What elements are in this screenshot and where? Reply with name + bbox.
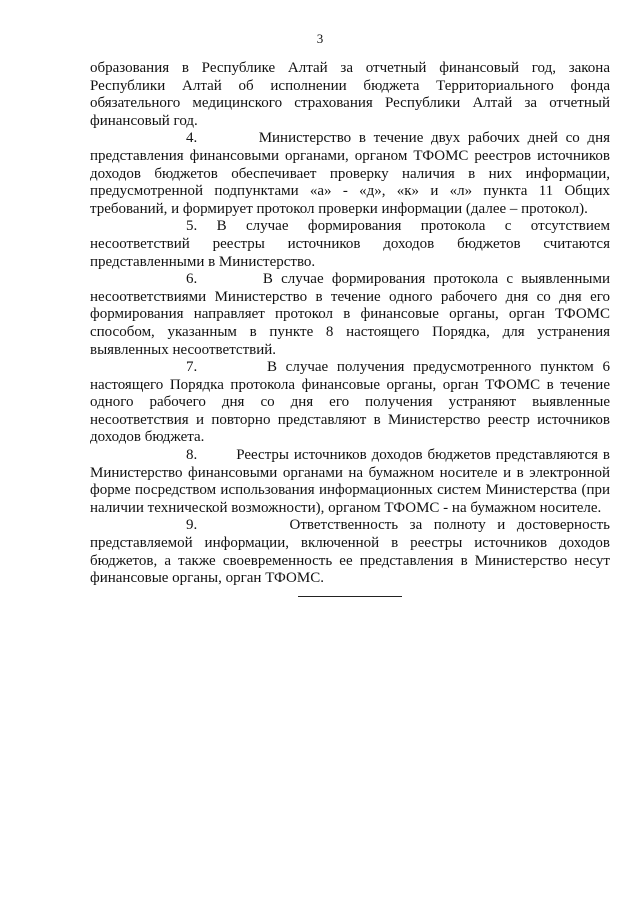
paragraph-number: 4.	[186, 130, 198, 147]
paragraph-number: 8.	[186, 447, 198, 464]
paragraph-7	[90, 359, 610, 447]
paragraph-text: В случае получения предусмотренного пунктом 6 настоящего Порядка протокола финансовые органы, орган ТФОМС в течение одного рабочего дня со дня его получения устраняют выявленные несоответствия и повторно представляют в Министерство реестр источников доходов бюджета.	[90, 359, 610, 446]
paragraph-number: 9.	[186, 517, 198, 534]
paragraph-text: В случае формирования протокола с отсутствием несоответствий реестры источников доходов бюджетов считаются представленными в Министерство.	[90, 218, 611, 270]
page-number: 3	[316, 31, 324, 46]
paragraph-6	[90, 271, 610, 359]
paragraph-text: Министерство в течение двух рабочих дней со дня представления финансовыми органами, органом ТФОМС реестров источников доходов бюджетов обеспечивает проверку наличия в них информации, предусмотренной подпунктами «а» - «д», «к» и «л» пункта 11 Общих требований, и формирует протокол проверки информации (далее – протокол).	[90, 130, 610, 217]
paragraph-5	[90, 218, 610, 271]
paragraph-text: В случае формирования протокола с выявленными несоответствиями Министерство в течение одного рабочего дня со дня его формирования направляет протокол в финансовые органы, орган ТФОМС способом, указанным в пункте 8 настоящего Порядка, для устранения выявленных несоответствий.	[90, 271, 611, 358]
paragraph-text: Реестры источников доходов бюджетов представляются в Министерство финансовыми органами на бумажном носителе и в электронной форме посредством использования информационных систем Министерства (при наличии технической возможности), органом ТФОМС - на бумажном носителе.	[90, 447, 610, 516]
continuation-paragraph: образования в Республике Алтай за отчетный финансовый год, закона Республики Алтай об исполнении бюджета Территориального фонда обязательного медицинского страхования Республики Алтай за отчетный финансовый год.	[90, 60, 610, 129]
end-of-document-rule	[298, 596, 402, 597]
paragraph-9	[90, 517, 610, 587]
paragraph-number: 7.	[186, 359, 198, 376]
paragraph-4	[90, 130, 610, 218]
paragraph-number: 5.	[186, 218, 198, 235]
paragraph-number: 6.	[186, 271, 198, 288]
paragraph-text: Ответственность за полноту и достоверность представляемой информации, включенной в реестры источников доходов бюджетов, а также своевременность ее представления в Министерство несут финансовые органы, орган ТФОМС.	[90, 517, 610, 587]
document-body	[90, 60, 610, 588]
paragraph-8	[90, 447, 610, 517]
